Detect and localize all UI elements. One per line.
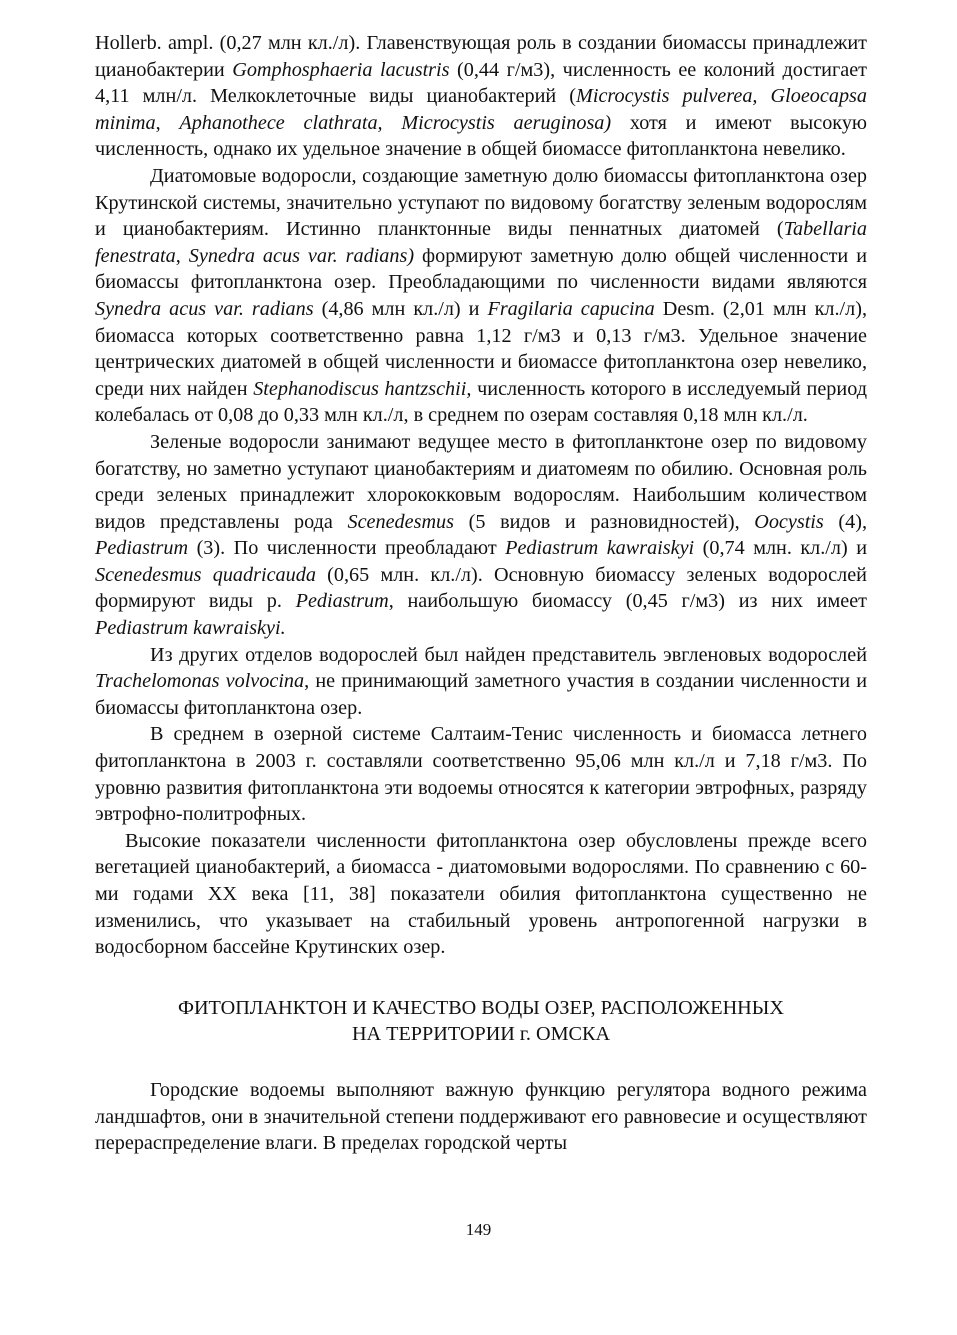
text-run: Desm. (2,01 млн кл./л), биомасса которых соответственно равна 1,12 г/м3 и 0,13 г/м3. Удельное значение центрических диатомей в общей численности и биомассе фитопланктона озер невелико, среди них найден xyxy=(95,297,867,400)
italic-term: Stephanodiscus hantzschii, xyxy=(253,377,472,400)
italic-term: Gomphosphaeria lacustris xyxy=(232,58,450,81)
text-run: (0,74 млн. кл./л) и xyxy=(694,537,867,560)
text-run: В среднем в озерной системе Салтаим-Тенис численность и биомасса летнего фитопланктона в 2003 г. составляли соответственно 95,06 млн кл./л и 7,18 г/м3. По уровню развития фитопланктона эти водоемы относятся к категории эвтрофных, разряду эвтрофно-политрофных. xyxy=(95,723,867,826)
italic-term: Pediastrum kawraiskyi xyxy=(505,537,695,560)
text-run: Зеленые водоросли занимают ведущее место в фитопланктоне озер по видовому богатству, но заметно уступают цианобактериям и диатомеям по обилию. Основная роль среди зеленых принадлежит хлорококковым водорослям. Наибольшим количеством видов представлены рода xyxy=(95,430,867,533)
text-run: Из других отделов водорослей был найден представитель эвгленовых водорослей xyxy=(150,643,867,666)
text-run: хотя и имеют высокую численность, однако их удельное значение в общей биомассе фитопланктона невелико. xyxy=(95,111,867,161)
text-run: численность которого в исследуемый период колебалась от 0,08 до 0,33 млн кл./л, в среднем по озерам составляя 0,18 млн кл./л. xyxy=(95,377,867,427)
document-page xyxy=(95,30,867,1157)
italic-term: Trachelomonas volvocina xyxy=(95,670,305,693)
text-run: (0,44 г/м3), численность ее колоний достигает 4,11 млн/л. Мелкоклеточные виды цианобактерий ( xyxy=(95,58,867,108)
section-heading xyxy=(95,995,867,1048)
italic-term: Pediastrum xyxy=(95,537,189,560)
text-run: (4,86 млн кл./л) и xyxy=(313,297,488,320)
italic-term: Synedra acus var. radians xyxy=(95,297,314,320)
paragraph-cyanobacteria xyxy=(95,30,867,163)
italic-term: Pediastrum xyxy=(295,590,389,613)
paragraph-diatoms xyxy=(95,163,867,429)
italic-term: Scenedesmus quadricauda xyxy=(95,563,316,586)
text-run: Высокие показатели численности фитопланктона озер обусловлены прежде всего вегетацией цианобактерий, а биомасса - диатомовыми водорослями. По сравнению с 60-ми годами XX века [11, 38] показатели обилия фитопланктона существенно не изменились, что указывает на стабильный уровень антропогенной нагрузки в водосборном бассейне Крутинских озер. xyxy=(95,829,867,959)
italic-term: Pediastrum kawraiskyi. xyxy=(95,617,286,640)
section-heading-line-1: ФИТОПЛАНКТОН И КАЧЕСТВО ВОДЫ ОЗЕР, РАСПОЛОЖЕННЫХ xyxy=(178,996,784,1019)
text-run: формируют заметную долю общей численности и биомассы фитопланктона озер. Преобладающими по численности видами являются xyxy=(95,244,868,294)
text-run: , наибольшую биомассу (0,45 г/м3) из них имеет xyxy=(388,590,867,613)
italic-term: Synedra acus var. radians) xyxy=(188,244,415,267)
text-run: Диатомовые водоросли, создающие заметную долю биомассы фитопланктона озер Крутинской системы, значительно уступают по видовому богатству зеленым водорослям и цианобактериям. Истинно планктонные виды пеннатных диатомей ( xyxy=(95,164,867,241)
text-run: (4), xyxy=(823,510,867,533)
italic-term: Tabellaria fenestrata xyxy=(95,218,867,267)
text-run: Городские водоемы выполняют важную функцию регулятора водного режима ландшафтов, они в значительной степени поддерживают его равновесие и осуществляют перераспределение влаги. В пределах городской черты xyxy=(95,1078,867,1155)
italic-term: Scenedesmus xyxy=(347,510,454,533)
paragraph-urban-water-bodies xyxy=(95,1077,867,1157)
section-heading-line-2: НА ТЕРРИТОРИИ г. ОМСКА xyxy=(351,1023,611,1046)
text-run: , xyxy=(175,244,189,267)
paragraph-green-algae xyxy=(95,429,867,642)
text-run: Hollerb. ampl. (0,27 млн кл./л). Главенствующая роль в создании биомассы принадлежит цианобактерии xyxy=(95,32,867,81)
text-run: (0,65 млн. кл./л). Основную биомассу зеленых водорослей формируют виды р. xyxy=(95,563,867,613)
italic-term: Fragilaria capucina xyxy=(487,297,655,320)
paragraph-conclusion xyxy=(95,828,867,961)
text-run: (3). По численности преобладают xyxy=(188,537,506,560)
paragraph-euglena xyxy=(95,642,867,722)
paragraph-saltaim-tenis xyxy=(95,721,867,827)
page-number: 149 xyxy=(465,1220,492,1239)
italic-term: Microcystis pulverea, Gloeocapsa minima xyxy=(95,85,867,134)
italic-term: Aphanothece clathrata, Microcystis aeruginosa) xyxy=(179,111,612,134)
italic-term: Oocystis xyxy=(754,510,824,533)
text-run: , xyxy=(155,111,180,134)
text-run: (5 видов и разновидностей), xyxy=(454,510,755,533)
text-run: , не принимающий заметного участия в создании численности и биомассы фитопланктона озер. xyxy=(95,670,868,719)
